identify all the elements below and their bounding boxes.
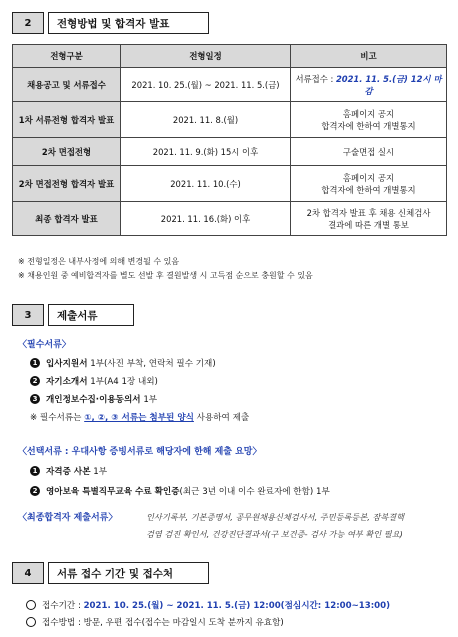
doc-name: 개인정보수집·이용동의서	[46, 395, 141, 405]
section-header-3	[12, 304, 134, 326]
section-number: 4	[12, 562, 44, 584]
required-docs-title: 〈필수서류〉	[18, 340, 71, 350]
remark-prefix: 서류접수 :	[295, 73, 336, 84]
optional-docs-title: 〈선택서류 : 우대사항 증빙서류로 해당자에 한해 제출 요망〉	[18, 447, 262, 457]
period-label: 접수기간	[42, 601, 76, 611]
schedule-table	[12, 44, 447, 236]
submission-method: 접수방법 : 방문, 우편 접수(접수는 마감일시 도착 분까지 유효함)	[26, 616, 284, 628]
stage-cell: 1차 서류전형 합격자 발표	[13, 102, 121, 138]
header-cell: 전형일정	[121, 45, 291, 68]
final-docs-line-1: 인사기록부, 기본증명서, 공무원채용신체검사서, 주민등록등본, 잠복결핵	[146, 512, 405, 522]
period-value: 2021. 10. 25.(월) ~ 2021. 11. 5.(금) 12:00(점심시간: 12:00~13:00)	[83, 601, 391, 611]
deadline-highlight: 2021. 11. 5.(금) 12시 마감	[335, 73, 442, 96]
circle-bullet-icon	[26, 617, 36, 627]
doc-name: 자기소개서	[46, 377, 88, 387]
section-number: 3	[12, 304, 44, 326]
final-docs-title: 〈최종합격자 제출서류〉	[18, 513, 118, 523]
note-prefix: ※ 필수서류는	[30, 413, 85, 423]
stage-cell: 2차 면접전형	[13, 138, 121, 166]
doc-detail: (최근 3년 이내 이수 완료자에 한함) 1부	[179, 487, 330, 497]
number-1-icon: 1	[30, 466, 40, 476]
list-item	[30, 375, 158, 387]
required-docs-note	[30, 411, 249, 423]
header-cell: 비고	[291, 45, 447, 68]
doc-name: 영아보육 특별직무교육 수료 확인증	[46, 487, 180, 497]
method-label: 접수방법	[42, 618, 76, 628]
number-3-icon: 3	[30, 394, 40, 404]
circle-bullet-icon	[26, 600, 36, 610]
list-item	[30, 465, 107, 477]
date-cell: 2021. 10. 25.(월) ~ 2021. 11. 5.(금)	[121, 68, 291, 102]
final-docs-line-2: 검염 검진 확인서, 건강진단결과서(구 보건증- 검사 가능 여부 확인 필요)	[146, 529, 403, 539]
table-row	[13, 102, 447, 138]
date-cell: 2021. 11. 9.(화) 15시 이후	[121, 138, 291, 166]
table-row	[13, 202, 447, 236]
doc-detail: 1부	[93, 467, 108, 477]
doc-name: 자격증 사본	[46, 467, 91, 477]
number-2-icon: 2	[30, 376, 40, 386]
header-cell: 전형구분	[13, 45, 121, 68]
stage-cell: 채용공고 및 서류접수	[13, 68, 121, 102]
table-row	[13, 68, 447, 102]
date-cell: 2021. 11. 16.(화) 이후	[121, 202, 291, 236]
date-cell: 2021. 11. 10.(수)	[121, 166, 291, 202]
section-title: 전형방법 및 합격자 발표	[48, 12, 209, 34]
section-number: 2	[12, 12, 44, 34]
doc-detail: 1부(A4 1장 내외)	[90, 377, 158, 387]
remark-cell: 2차 합격자 발표 후 채용 신체검사 결과에 따른 개별 통보	[291, 202, 447, 236]
table-header-row	[13, 45, 447, 68]
remark-cell	[291, 68, 447, 102]
doc-name: 입사지원서	[46, 359, 88, 369]
list-item	[30, 485, 330, 497]
note-emphasis: ①, ②, ③ 서류는 첨부된 양식	[84, 413, 194, 423]
doc-detail: 1부(사진 부착, 연락처 필수 기재)	[90, 359, 216, 369]
table-row	[13, 166, 447, 202]
list-item	[30, 357, 216, 369]
remark-cell: 구술면접 실시	[291, 138, 447, 166]
number-2-icon: 2	[30, 486, 40, 496]
section-title: 제출서류	[48, 304, 134, 326]
remark-cell: 홈페이지 공지 합격자에 한하여 개별통지	[291, 102, 447, 138]
submission-period: 접수기간 : 2021. 10. 25.(월) ~ 2021. 11. 5.(금) 12:00(점심시간: 12:00~13:00)	[26, 599, 390, 611]
stage-cell: 최종 합격자 발표	[13, 202, 121, 236]
note-schedule-change: ※ 전형일정은 내부사정에 의해 변경될 수 있음	[18, 257, 180, 266]
table-row	[13, 138, 447, 166]
list-item	[30, 393, 157, 405]
note-reserve: ※ 채용인원 중 예비합격자를 별도 선발 후 결원발생 시 고득점 순으로 충원할 수 있음	[18, 271, 313, 280]
stage-cell: 2차 면접전형 합격자 발표	[13, 166, 121, 202]
remark-cell: 홈페이지 공지 합격자에 한하여 개별통지	[291, 166, 447, 202]
section-header-2	[12, 12, 209, 34]
section-header-4	[12, 562, 209, 584]
note-suffix: 사용하여 제출	[193, 413, 250, 423]
method-value: 방문, 우편 접수(접수는 마감일시 도착 분까지 유효함)	[83, 618, 284, 628]
date-cell: 2021. 11. 8.(월)	[121, 102, 291, 138]
section-title: 서류 접수 기간 및 접수처	[48, 562, 209, 584]
number-1-icon: 1	[30, 358, 40, 368]
doc-detail: 1부	[143, 395, 158, 405]
